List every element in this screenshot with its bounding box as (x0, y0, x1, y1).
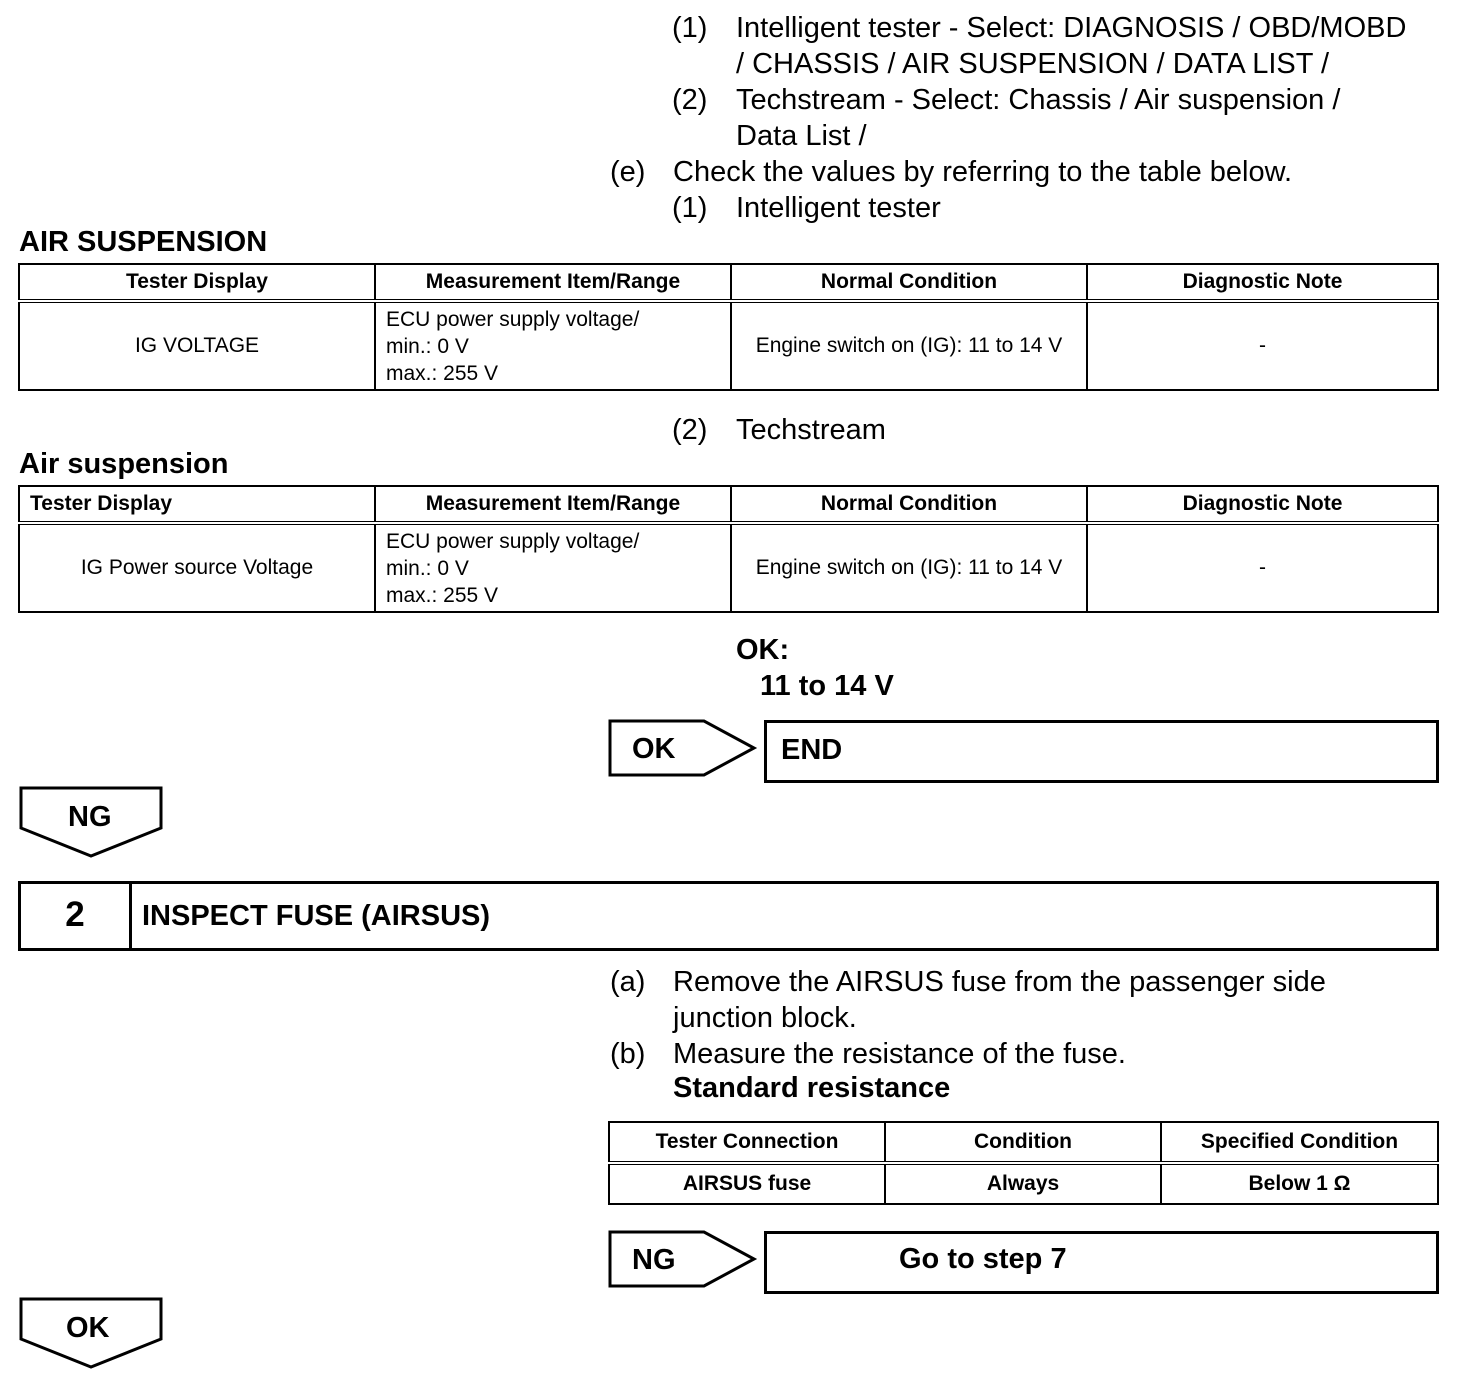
step-title: INSPECT FUSE (AIRSUS) (142, 900, 491, 932)
step-number: (e) (610, 156, 646, 188)
range-line: min.: 0 V (386, 334, 469, 358)
step-text-cont: junction block. (673, 1002, 857, 1034)
measurement-range-cell (375, 301, 731, 390)
column-header: Diagnostic Note (1087, 264, 1438, 301)
step-text-cont: Data List / (736, 120, 867, 152)
condition-cell: Always (885, 1163, 1161, 1204)
ng-down-arrow-icon (18, 785, 166, 859)
step-2-techstream (672, 412, 886, 448)
tester-display-cell: IG VOLTAGE (19, 301, 375, 390)
ng-arrow-icon (608, 1229, 760, 1289)
step-number: (b) (610, 1038, 646, 1070)
range-line: ECU power supply voltage/ (386, 529, 640, 553)
column-header: Normal Condition (731, 264, 1087, 301)
range-line: max.: 255 V (386, 583, 499, 607)
measurement-range-cell (375, 523, 731, 612)
range-line: ECU power supply voltage/ (386, 307, 640, 331)
step-e-check-values (610, 154, 1293, 190)
standard-resistance-title: Standard resistance (673, 1072, 951, 1104)
table2-title: Air suspension (19, 448, 229, 480)
tester-display-cell: IG Power source Voltage (19, 523, 375, 612)
go-to-step-label: Go to step 7 (899, 1243, 1067, 1275)
ok-arrow-icon (608, 718, 760, 778)
step-number: (2) (672, 84, 708, 116)
table-row (19, 301, 1438, 390)
go-to-step-7-box (764, 1231, 1439, 1294)
table-header-row (19, 264, 1438, 301)
step-text: Check the values by referring to the table below. (673, 156, 1293, 188)
data-list-table-techstream (18, 485, 1439, 613)
step-1-intelligent-tester-select (672, 10, 1407, 80)
ok-spec-value: 11 to 14 V (760, 670, 894, 702)
range-line: max.: 255 V (386, 361, 499, 385)
step-number: (a) (610, 966, 646, 998)
end-result-label: END (781, 734, 843, 766)
column-header: Condition (885, 1122, 1161, 1163)
step-number: (1) (672, 192, 708, 224)
step-2-techstream-select (672, 82, 1341, 152)
step-text: Measure the resistance of the fuse. (673, 1038, 1126, 1070)
column-header: Measurement Item/Range (375, 486, 731, 523)
ok-spec-label: OK: (736, 634, 790, 666)
step-text: Techstream - Select: Chassis / Air suspension / (736, 84, 1341, 116)
column-header: Tester Display (19, 264, 375, 301)
diagnostic-note-cell: - (1087, 301, 1438, 390)
step-text: Remove the AIRSUS fuse from the passenger side (673, 966, 1326, 998)
column-header: Tester Connection (609, 1122, 885, 1163)
step-number: (2) (672, 414, 708, 446)
table1-title: AIR SUSPENSION (19, 226, 268, 258)
table-row (609, 1163, 1438, 1204)
column-header: Specified Condition (1161, 1122, 1438, 1163)
step-1-intelligent-tester (672, 190, 941, 226)
step-2-header (18, 881, 1439, 951)
step-text-cont: / CHASSIS / AIR SUSPENSION / DATA LIST / (736, 48, 1330, 80)
standard-resistance-table (608, 1121, 1439, 1205)
table-header-row (609, 1122, 1438, 1163)
ok-down-label: OK (66, 1312, 110, 1344)
table-header-row (19, 486, 1438, 523)
diagnostic-note-cell: - (1087, 523, 1438, 612)
column-header: Measurement Item/Range (375, 264, 731, 301)
ok-arrow-label: OK (632, 733, 676, 765)
data-list-table-intelligent-tester (18, 263, 1439, 391)
step-text: Techstream (736, 414, 886, 446)
range-line: min.: 0 V (386, 556, 469, 580)
column-header: Normal Condition (731, 486, 1087, 523)
normal-condition-cell: Engine switch on (IG): 11 to 14 V (731, 301, 1087, 390)
column-header: Diagnostic Note (1087, 486, 1438, 523)
step-text: Intelligent tester (736, 192, 941, 224)
specified-condition-cell: Below 1 Ω (1161, 1163, 1438, 1204)
step-number: (1) (672, 12, 708, 44)
table-row (19, 523, 1438, 612)
normal-condition-cell: Engine switch on (IG): 11 to 14 V (731, 523, 1087, 612)
ng-down-label: NG (68, 801, 112, 833)
step-number-cell: 2 (21, 884, 132, 948)
column-header: Tester Display (19, 486, 375, 523)
step-b-measure-resistance (610, 1036, 1126, 1072)
ng-arrow-label: NG (632, 1244, 676, 1276)
ok-down-arrow-icon (18, 1296, 166, 1370)
step-a-remove-fuse (610, 964, 1326, 1034)
step-text: Intelligent tester - Select: DIAGNOSIS / OBD/MOBD (736, 12, 1407, 44)
end-result-box (764, 720, 1439, 783)
tester-connection-cell: AIRSUS fuse (609, 1163, 885, 1204)
